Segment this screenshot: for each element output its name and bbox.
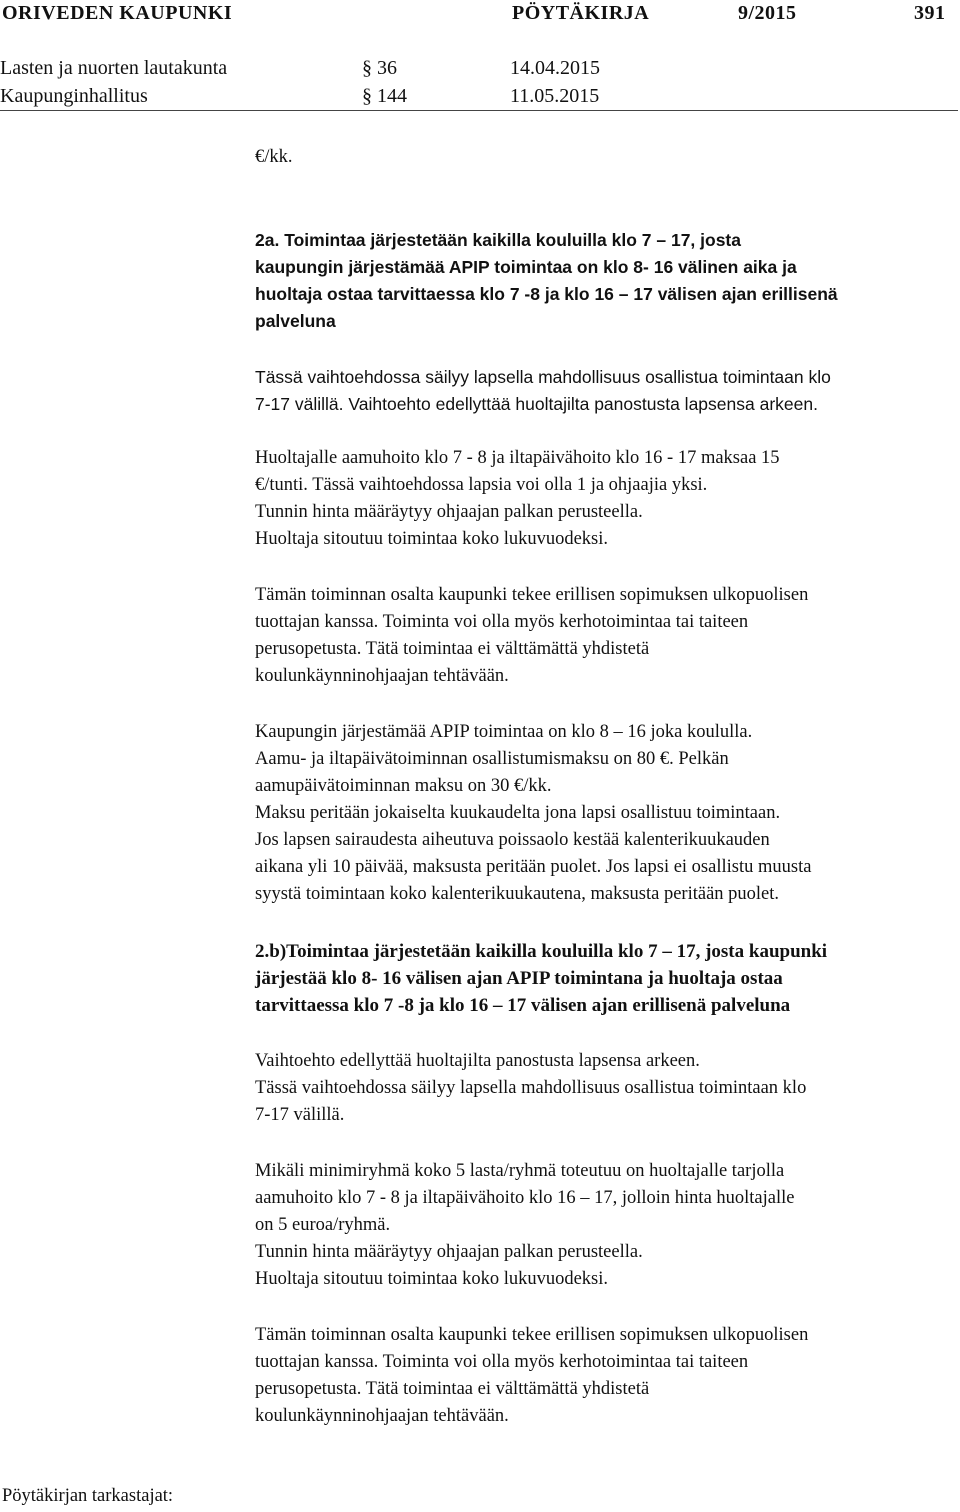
text-line: Tämän toiminnan osalta kaupunki tekee erillisen sopimuksen ulkopuolisen (255, 585, 809, 605)
paragraph (255, 445, 955, 553)
meta-body: Lasten ja nuorten lautakunta (0, 57, 228, 79)
document-type: PÖYTÄKIRJA (512, 2, 650, 24)
meta-date: 14.04.2015 (510, 57, 600, 79)
text-line: järjestää klo 8- 16 välisen ajan APIP toimintana ja huoltaja ostaa (255, 968, 783, 989)
paragraph (255, 582, 955, 690)
organization-name: ORIVEDEN KAUPUNKI (2, 2, 233, 24)
text-line: kaupungin järjestämää APIP toimintaa on klo 8- 16 välinen aika ja (255, 257, 797, 277)
text-line: Tunnin hinta määräytyy ohjaajan palkan perusteella. (255, 1242, 643, 1262)
text-line: Aamu- ja iltapäivätoiminnan osallistumismaksu on 80 €. Pelkän (255, 749, 729, 769)
text-line: Tässä vaihtoehdossa säilyy lapsella mahdollisuus osallistua toimintaan klo (255, 1078, 807, 1098)
text-line: perusopetusta. Tätä toimintaa ei välttämättä yhdistetä (255, 1379, 650, 1399)
text-line: Tunnin hinta määräytyy ohjaajan palkan perusteella. (255, 502, 643, 522)
text-line: Maksu peritään jokaiselta kuukaudelta jona lapsi osallistuu toimintaan. (255, 803, 781, 823)
text-line: 7-17 välillä. Vaihtoehto edellyttää huoltajilta panostusta lapsensa arkeen. (255, 394, 818, 414)
text-line: perusopetusta. Tätä toimintaa ei välttämättä yhdistetä (255, 639, 650, 659)
text-line: €/kk. (255, 147, 293, 167)
text-line: on 5 euroa/ryhmä. (255, 1215, 391, 1235)
text-line: Huoltajalle aamuhoito klo 7 - 8 ja iltapäivähoito klo 16 - 17 maksaa 15 (255, 448, 780, 468)
euro-line (255, 144, 955, 171)
paragraph (255, 1158, 955, 1293)
text-line: aamuhoito klo 7 - 8 ja iltapäivähoito klo 16 – 17, jolloin hinta huoltajalle (255, 1188, 795, 1208)
paragraph (255, 1322, 955, 1430)
page-number: 391 (914, 2, 946, 24)
paragraph (255, 364, 955, 418)
text-line: Kaupungin järjestämää APIP toimintaa on klo 8 – 16 joka koululla. (255, 722, 753, 742)
meta-row (0, 57, 960, 83)
text-line: huoltaja ostaa tarvittaessa klo 7 -8 ja klo 16 – 17 välisen ajan erillisenä (255, 284, 838, 304)
text-line: 7-17 välillä. (255, 1105, 345, 1125)
text-line: aikana yli 10 päivää, maksusta peritään puolet. Jos lapsi ei osallistu muusta (255, 857, 812, 877)
text-line: Vaihtoehto edellyttää huoltajilta panostusta lapsensa arkeen. (255, 1051, 700, 1071)
text-line: tuottajan kanssa. Toiminta voi olla myös kerhotoimintaa tai taiteen (255, 1352, 749, 1372)
text-line: tarvittaessa klo 7 -8 ja klo 16 – 17 välisen ajan erillisenä palveluna (255, 995, 791, 1016)
paragraph (255, 719, 955, 908)
header-divider (0, 110, 958, 111)
text-line: 2a. Toimintaa järjestetään kaikilla kouluilla klo 7 – 17, josta (255, 230, 741, 250)
text-line: Huoltaja sitoutuu toimintaa koko lukuvuodeksi. (255, 1269, 609, 1289)
footer-inspectors-label: Pöytäkirjan tarkastajat: (2, 1486, 174, 1506)
text-line: aamupäivätoiminnan maksu on 30 €/kk. (255, 776, 552, 796)
text-line: palveluna (255, 311, 336, 331)
text-line: koulunkäynninohjaajan tehtävään. (255, 1406, 509, 1426)
text-line: 2.b)Toimintaa järjestetään kaikilla kouluilla klo 7 – 17, josta kaupunki (255, 941, 828, 962)
document-header (0, 2, 960, 30)
meta-body: Kaupunginhallitus (0, 85, 148, 107)
text-line: €/tunti. Tässä vaihtoehdossa lapsia voi olla 1 ja ohjaajia yksi. (255, 475, 708, 495)
text-line: koulunkäynninohjaajan tehtävään. (255, 666, 509, 686)
option-2b-heading (255, 938, 955, 1019)
option-2a-heading (255, 227, 955, 335)
text-line: Huoltaja sitoutuu toimintaa koko lukuvuodeksi. (255, 529, 609, 549)
text-line: tuottajan kanssa. Toiminta voi olla myös kerhotoimintaa tai taiteen (255, 612, 749, 632)
meta-row (0, 85, 960, 111)
paragraph (255, 1048, 955, 1129)
text-line: Tämän toiminnan osalta kaupunki tekee erillisen sopimuksen ulkopuolisen (255, 1325, 809, 1345)
text-line: Tässä vaihtoehdossa säilyy lapsella mahdollisuus osallistua toimintaan klo (255, 367, 831, 387)
minutes-number: 9/2015 (738, 2, 797, 24)
text-line: Jos lapsen sairaudesta aiheutuva poissaolo kestää kalenterikuukauden (255, 830, 770, 850)
meta-section: § 144 (362, 85, 407, 107)
meta-date: 11.05.2015 (510, 85, 600, 107)
text-line: syystä toimintaan koko kalenterikuukautena, maksusta peritään puolet. (255, 884, 780, 904)
text-line: Mikäli minimiryhmä koko 5 lasta/ryhmä toteutuu on huoltajalle tarjolla (255, 1161, 785, 1181)
meta-section: § 36 (362, 57, 397, 79)
